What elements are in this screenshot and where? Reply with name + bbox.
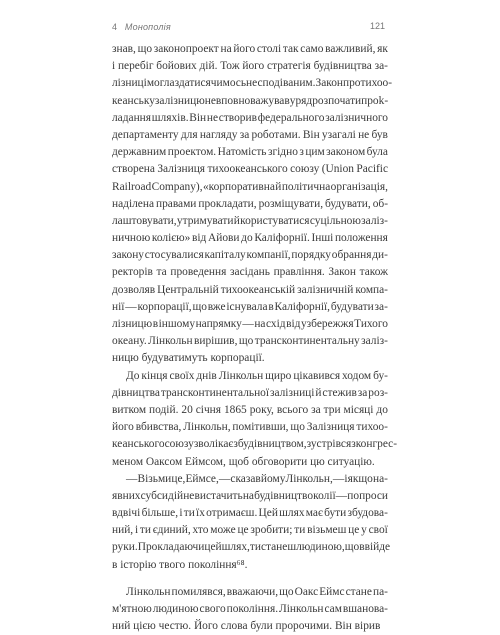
text-line: в історію твого покоління⁶⁸. xyxy=(112,558,248,571)
paragraph xyxy=(112,368,398,471)
paragraph xyxy=(112,584,388,635)
text-line: вдвічі більше, і ти їх отримаєш. Цей шлях має бути збудова- xyxy=(112,507,388,520)
text-line: лізниці могла здатися чимось несподіваним. Закон про тихоо- xyxy=(112,77,393,90)
text-line: Railroad Company), «корпоративна й політична організація, xyxy=(112,180,388,193)
page-number: 121 xyxy=(370,21,386,31)
text-line: ничною колією» від Айови до Каліфорнії. Інші положення xyxy=(112,232,388,245)
text-line: кеанську залізницю не вповноважував уряд розпочати проk- xyxy=(112,94,389,107)
text-line: До кінця своїх днів Лінкольн щиро цікавився ходом бу- xyxy=(126,369,388,382)
text-line: закону стосувалися капіталу компанії, порядку обрання ди- xyxy=(112,249,388,262)
running-head xyxy=(112,22,171,32)
text-line: Лінкольн помилявся, вважаючи, що Оакс Еймс стане па- xyxy=(126,585,388,598)
text-line: ний, і ти єдиний, хто може це зробити; ти візьмеш це у свої xyxy=(112,524,388,537)
paragraph xyxy=(112,471,391,574)
text-line: ректорів та проведення засідань правління. Закон також xyxy=(112,266,388,279)
text-line: витком подій. 20 січня 1865 року, всього за три місяці до xyxy=(112,403,388,416)
text-line: лізницю в іншому напрямку — на схід від узбережжя Тихого xyxy=(112,318,388,330)
chapter-number: 4 xyxy=(112,22,118,32)
text-line: ний цією честю. Його слова були пророчими. Він вірив xyxy=(112,620,381,633)
paragraph xyxy=(112,41,393,368)
text-line: і перебіг бойових дій. Тож його стратегія будівництва за- xyxy=(112,60,388,73)
text-line: наділена правами прокладати, розміщувати, будувати, об- xyxy=(112,197,388,210)
chapter-title: Монополія xyxy=(124,22,171,32)
paragraph-gap xyxy=(112,574,388,584)
text-line: — Візьми це, Еймсе, — сказав йому Лінкольн, — і якщо на- xyxy=(126,472,388,485)
text-line: океану. Лінкольн вирішив, що трансконтинентальну заліз- xyxy=(112,335,388,348)
text-line: меном Оаксом Еймсом, щоб обговорити цю ситуацію. xyxy=(112,455,375,468)
text-line: дівництва трансконтинентальної залізниці й стежив за роз- xyxy=(112,386,388,399)
body-text xyxy=(112,41,398,635)
text-line: його вбивства, Лінкольн, помітивши, що Залізниця тихоо- xyxy=(112,421,388,434)
text-line: явних субсидій не вистачить на будівництво колії — попроси xyxy=(112,489,388,502)
text-line: нії — корпорації, що вже існувала в Каліфорнії, будувати за- xyxy=(112,300,388,313)
text-line: державним проектом. Натомість згідно з цим законом була xyxy=(112,146,388,159)
text-line: кеанського союзу зволікає з будівництвом, зустрівся з конгрес- xyxy=(112,438,398,451)
text-line: знав, що законопроект на його столі так само важливий, як xyxy=(112,43,388,55)
text-line: ницю будуватимуть корпорації. xyxy=(112,352,265,365)
text-line: департаменту для нагляду за роботами. Він узагалі не був xyxy=(112,128,388,141)
text-line: дозволяв Центральній тихоокеанській залізничній компа- xyxy=(112,283,388,296)
text-line: створена Залізниця тихоокеанського союзу (Union Pacific xyxy=(112,163,388,176)
text-line: ладання шляхів. Він не створив федерального залізничного xyxy=(112,111,388,124)
text-line: м'ятною людиною свого покоління. Лінкольн сам вшанова- xyxy=(112,603,388,615)
text-line: руки. Прокладаючи цей шлях, ти станеш людиною, що ввійде xyxy=(112,541,391,554)
text-line: лаштовувати, утримувати й користуватися суцільною заліз- xyxy=(112,214,388,227)
